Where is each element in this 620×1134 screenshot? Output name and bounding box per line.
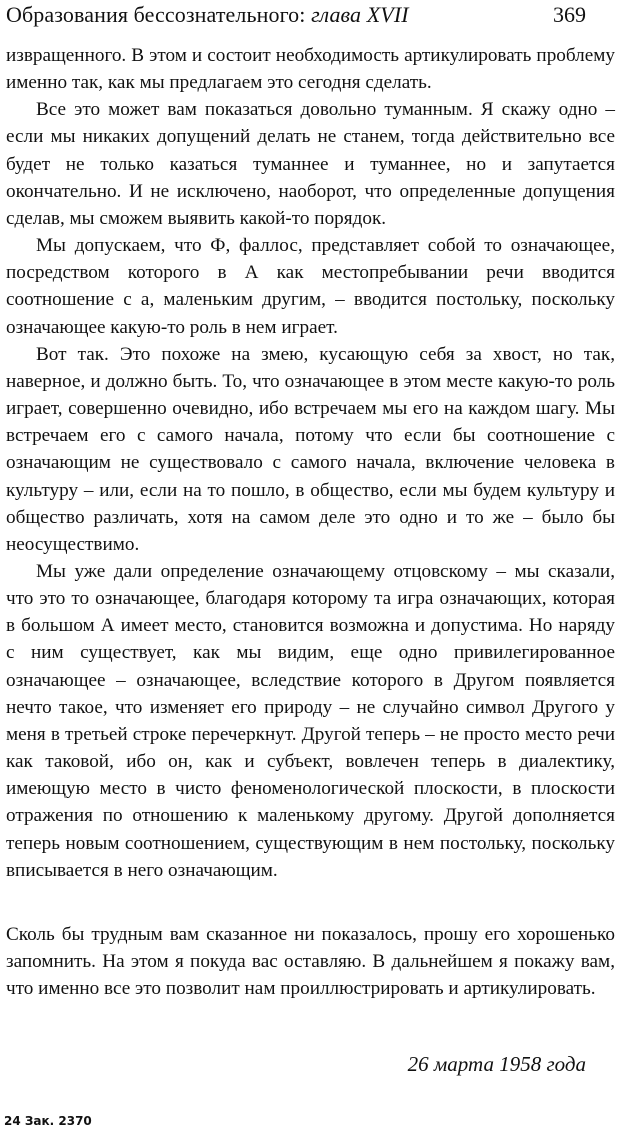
closing-paragraph: Сколь бы трудным вам сказанное ни показалось, прошу его хорошенько запомнить. На этом я покуда вас оставляю. В дальнейшем я покажу вам, что именно все это позволит нам проиллюстрировать и артикулировать. [6,923,615,1000]
page-body [6,42,615,1002]
running-title [6,2,409,28]
paragraph: Мы уже дали определение означающему отцовскому – мы сказали, что это то означающее, благодаря которому та игра означающих, которая в большом А имеет место, становится возможна и допустима. Но наряду с ним существует, как мы видим, еще одно привилегированное означающее – означающее, вследствие которого в Другом появляется нечто такое, что изменяет его природу – не случайно символ Другого у меня в третьей строке перечеркнут. Другой теперь – не просто место речи как таковой, ибо он, как и субъект, вовлечен теперь в диалектику, имеющую место в чисто феноменологической плоскости, в плоскости отражения по отношению к маленькому другому. Другой дополняется теперь новым соотношением, существующим в нем постольку, поскольку вписывается в него означающим. [6,560,615,881]
running-header [6,2,586,32]
page-number: 369 [553,2,586,27]
paragraph-continued: извращенного. В этом и состоит необходимость артикулировать проблему именно так, как мы предлагаем это сегодня сделать. [6,45,615,94]
printer-signature: 24 Зак. 2370 [4,1114,92,1128]
paragraph: Мы допускаем, что Ф, фаллос, представляет собой то означающее, посредством которого в А как местопребывании речи вводится соотношение с а, маленьким другим, – вводится постольку, поскольку означающее какую-то роль в нем играет. [6,235,615,338]
lecture-date: 26 марта 1958 года [407,1052,586,1076]
paragraph: Все это может вам показаться довольно туманным. Я скажу одно – если мы никаких допущений делать не станем, тогда действительно все будет не только казаться туманнее и туманнее, но и запутается окончательно. И не исключено, наоборот, что определенные допущения сделав, мы сможем выявить какой-то порядок. [6,99,615,229]
running-title-chapter: глава XVII [311,2,409,27]
running-title-prefix: Образования бессознательного: [6,2,312,27]
paragraph: Вот так. Это похоже на змею, кусающую себя за хвост, но так, наверное, и должно быть. То, что означающее в этом месте какую-то роль играет, совершенно очевидно, ибо встречаем мы его на каждом шагу. Мы встречаем его с самого начала, потому что если бы соотношение с означающим не существовало с самого начала, включение человека в культуру – или, если на то пошло, в общество, если мы будем культуру и общество различать, хотя на самом деле это одно и то же – было бы неосуществимо. [6,343,615,555]
